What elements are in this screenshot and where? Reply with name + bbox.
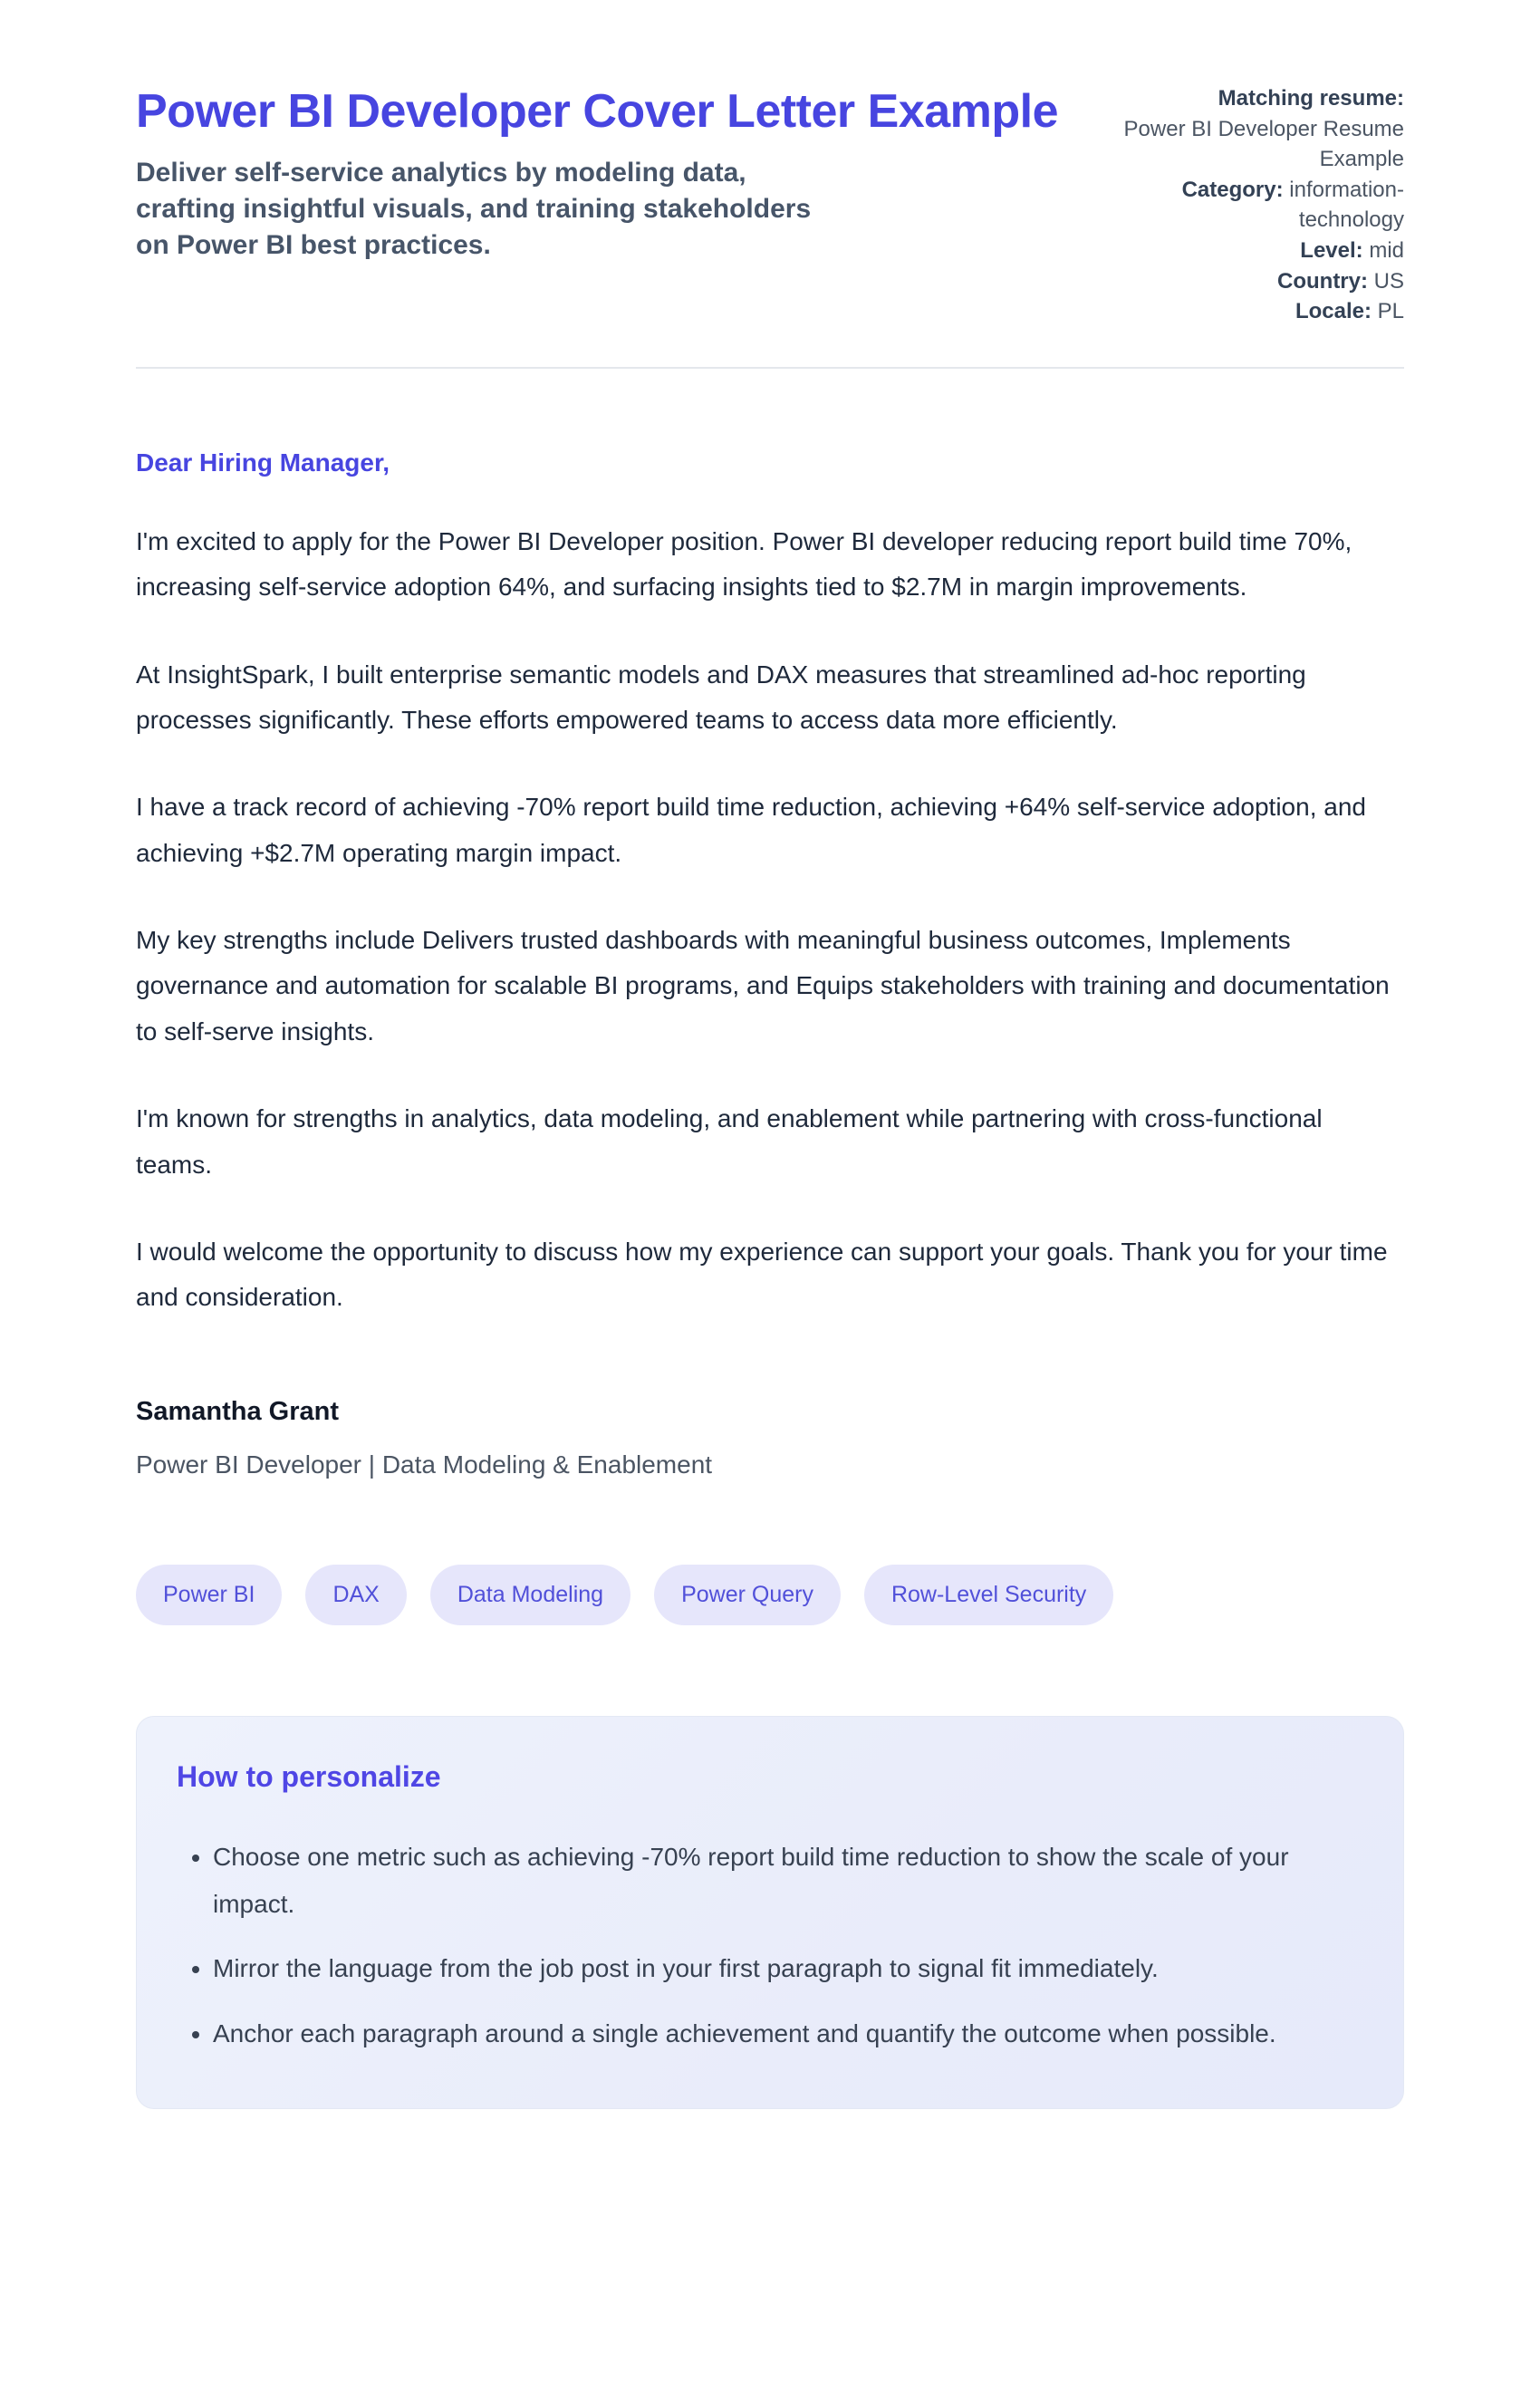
tag-pill-row-level-security[interactable]: Row-Level Security <box>864 1565 1113 1625</box>
page-header <box>136 83 1404 327</box>
tag-pill-power-query[interactable]: Power Query <box>654 1565 841 1625</box>
meta-matching-resume-label: Matching resume: <box>1218 86 1404 111</box>
page-subtitle: Deliver self-service analytics by modeling data, crafting insightful visuals, and training stakeholders on Power BI best practices. <box>136 158 812 261</box>
meta-panel <box>1121 83 1404 327</box>
tip-item-mirror-language: • Mirror the language from the job post in your first paragraph to signal fit immediately. <box>213 1945 1318 1992</box>
meta-category-label: Category: <box>1181 177 1284 202</box>
letter-paragraph-track-record: I have a track record of achieving -70% report build time reduction, achieving +64% self-service adoption, and achieving +$2.7M operating margin impact. <box>136 793 1366 867</box>
meta-category <box>1121 175 1404 236</box>
header-title-block <box>136 83 1060 264</box>
letter-paragraph-known-for: I'm known for strengths in analytics, data modeling, and enablement while partnering with cross-functional teams. <box>136 1104 1323 1179</box>
tag-pill-dax[interactable]: DAX <box>305 1565 406 1625</box>
meta-level-value: mid <box>1369 237 1404 263</box>
tip-item-metric: • Choose one metric such as achieving -70% report build time reduction to show the scale of your impact. <box>213 1834 1318 1928</box>
meta-matching-resume <box>1121 83 1404 175</box>
tag-pill-power-bi[interactable]: Power BI <box>136 1565 282 1625</box>
signature-role: Power BI Developer | Data Modeling & Enablement <box>136 1450 713 1479</box>
signature-name: Samantha Grant <box>136 1396 339 1426</box>
meta-category-value: information-technology <box>1289 177 1404 233</box>
meta-country-label: Country: <box>1277 268 1368 294</box>
meta-country-value: US <box>1373 268 1404 294</box>
meta-level-label: Level: <box>1300 237 1363 263</box>
meta-locale-value: PL <box>1377 299 1404 324</box>
meta-matching-resume-value: Power BI Developer Resume Example <box>1123 116 1404 172</box>
personalize-callout <box>136 1716 1404 2109</box>
tip-item-anchor-paragraph: • Anchor each paragraph around a single achievement and quantify the outcome when possible. <box>213 2010 1318 2057</box>
skill-tags <box>136 1565 1404 1625</box>
meta-level <box>1121 236 1404 266</box>
meta-country <box>1121 266 1404 297</box>
cover-letter-page <box>136 0 1404 2109</box>
personalize-heading: How to personalize <box>177 1759 441 1793</box>
tag-pill-data-modeling[interactable]: Data Modeling <box>430 1565 630 1625</box>
salutation: Dear Hiring Manager, <box>136 448 390 477</box>
page-title: Power BI Developer Cover Letter Example <box>136 85 1058 138</box>
letter-paragraph-strengths: My key strengths include Delivers trusted dashboards with meaningful business outcomes, Implements governance and automation for scalable BI programs, and Equips stakeholders with training and documentation to self-serve insights. <box>136 926 1390 1045</box>
letter-paragraph-experience: At InsightSpark, I built enterprise semantic models and DAX measures that streamlined ad-hoc reporting processes significantly. These efforts empowered teams to access data more efficiently. <box>136 660 1306 734</box>
letter-paragraph-intro: I'm excited to apply for the Power BI Developer position. Power BI developer reducing report build time 70%, increasing self-service adoption 64%, and surfacing insights tied to $2.7M in margin improvements. <box>136 526 1352 602</box>
header-divider <box>136 367 1404 369</box>
meta-locale-label: Locale: <box>1295 299 1372 324</box>
personalize-tips-list <box>177 1834 1352 2057</box>
letter-body <box>136 448 1404 2109</box>
meta-locale <box>1121 296 1404 327</box>
letter-paragraph-closing: I would welcome the opportunity to discuss how my experience can support your goals. Thank you for your time and consideration. <box>136 1238 1388 1312</box>
